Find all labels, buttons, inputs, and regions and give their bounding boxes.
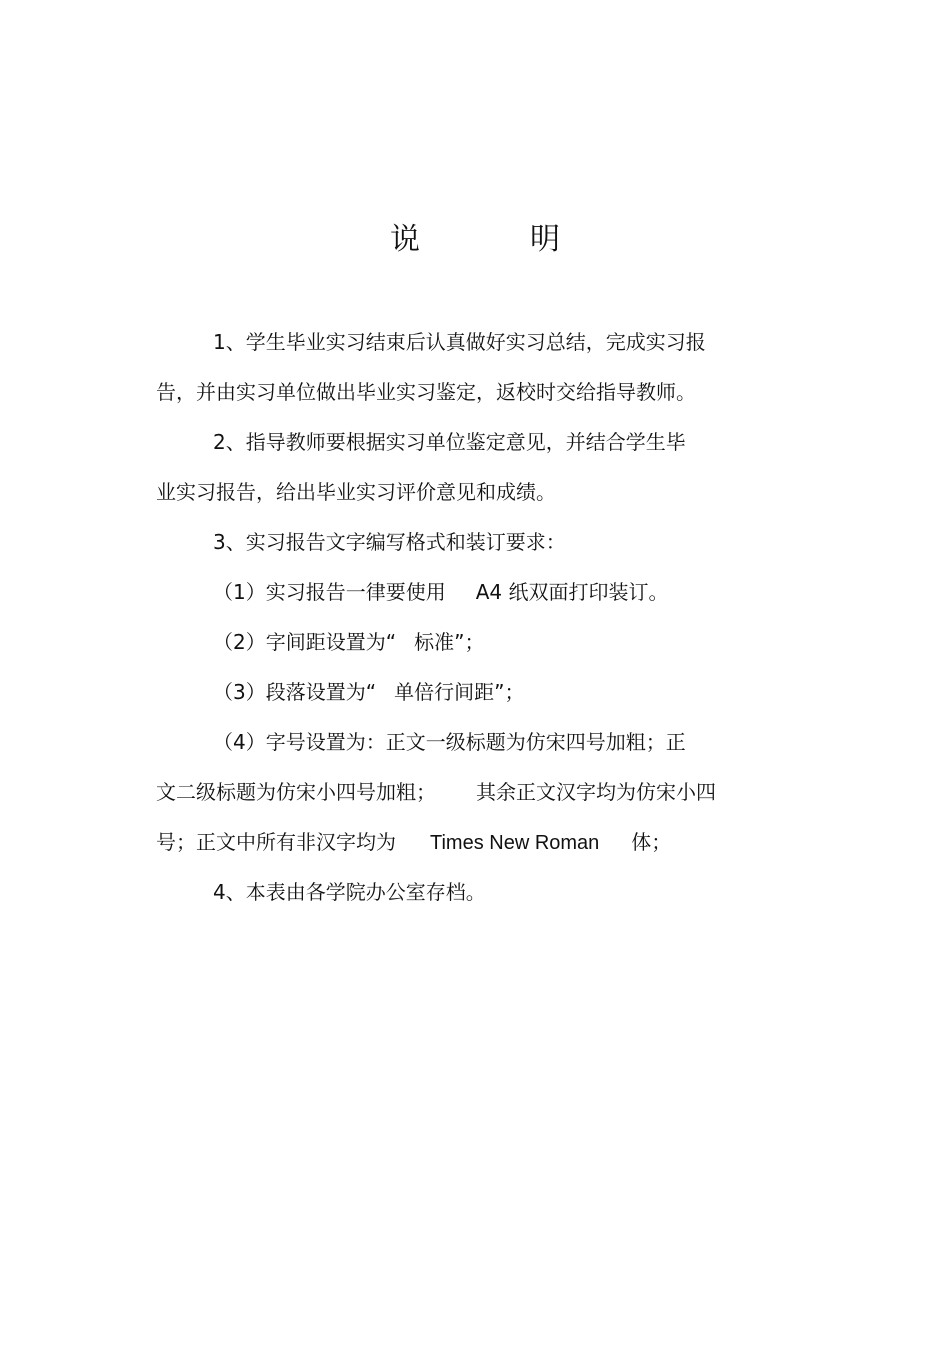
item4-line3b: Times New Roman [430,832,600,854]
item3-part1: （3）段落设置为“ [213,680,377,704]
item4-line2a: 文二级标题为仿宋小四号加粗； [156,780,436,804]
item1-part2: A4 纸双面打印装订。 [475,580,669,604]
p1-line1: 1、学生毕业实习结束后认真做好实习总结，完成实习报 [213,330,706,354]
item3-part2: 单倍行间距”； [394,680,525,704]
page-title: 说 明 [390,222,600,257]
item4-line2b: 其余正文汉字均为仿宋小四 [476,780,716,804]
item4-line2 [156,778,716,806]
p3-line1: 3、实习报告文字编写格式和装订要求： [213,530,566,554]
item4-line3 [156,828,671,857]
item2-part2: 标准”； [414,630,485,654]
item3-line [213,678,524,706]
item4-line3c: 体； [631,830,672,854]
item2-part1: （2）字间距设置为“ [213,630,397,654]
item1-line [213,578,669,606]
p1-line2: 告，并由实习单位做出毕业实习鉴定，返校时交给指导教师。 [156,380,696,404]
item4-line3a: 号；正文中所有非汉字均为 [156,830,396,854]
p4-line1: 4、本表由各学院办公室存档。 [213,880,486,904]
item4-line1: （4）字号设置为：正文一级标题为仿宋四号加粗；正 [213,730,686,754]
item1-part1: （1）实习报告一律要使用 [213,580,446,604]
p2-line1: 2、指导教师要根据实习单位鉴定意见，并结合学生毕 [213,430,686,454]
item2-line [213,628,484,656]
p2-line2: 业实习报告，给出毕业实习评价意见和成绩。 [156,480,556,504]
